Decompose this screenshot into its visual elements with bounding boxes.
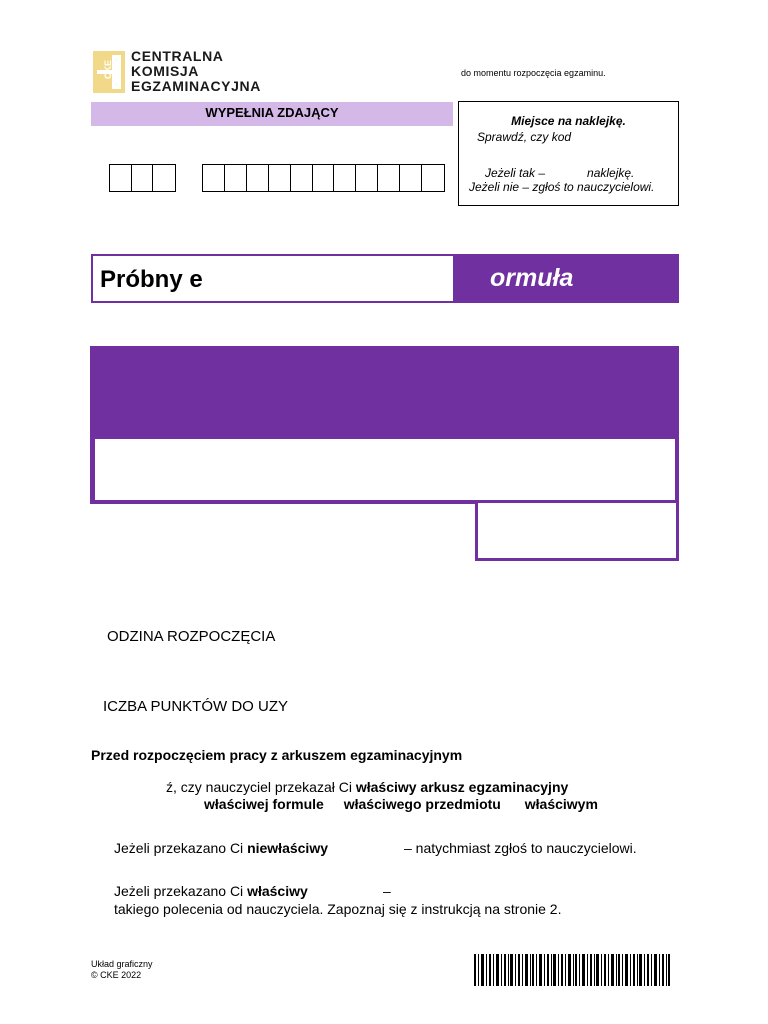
logo-mark-text: CKE — [103, 59, 113, 79]
pesel-box[interactable] — [291, 165, 313, 191]
exam-formula-box — [455, 254, 679, 303]
exam-formula: ormuła — [490, 264, 574, 292]
pesel-box[interactable] — [203, 165, 225, 191]
max-points-label: ICZBA PUNKTÓW DO UZY — [103, 698, 289, 715]
pesel-box[interactable] — [356, 165, 378, 191]
instruction-2-bold: niewłaściwy — [247, 840, 328, 856]
instruction-3 — [114, 883, 308, 899]
instruction-3-dash: – — [383, 883, 391, 899]
pesel-box[interactable] — [225, 165, 247, 191]
instruction-1-formula: właściwej formule — [204, 796, 324, 812]
fill-label-bar: WYPEŁNIA ZDAJĄCY — [91, 102, 453, 126]
pesel-box[interactable] — [334, 165, 356, 191]
code-box[interactable] — [110, 165, 132, 191]
pesel-box[interactable] — [247, 165, 269, 191]
barcode-image — [474, 954, 670, 986]
start-time-label: ODZINA ROZPOCZĘCIA — [107, 628, 276, 645]
instruction-3-line-2: takiego polecenia od nauczyciela. Zapoznaj się z instrukcją na stronie 2. — [114, 901, 562, 917]
instructions-heading: Przed rozpoczęciem pracy z arkuszem egzaminacyjnym — [91, 747, 463, 763]
footer-line-2: © CKE 2022 — [91, 970, 142, 980]
instruction-1-subject: właściwego przedmiotu — [343, 796, 501, 812]
instruction-1-bold: właściwy arkusz egzaminacyjny — [355, 779, 569, 795]
code-boxes[interactable] — [109, 164, 176, 192]
instruction-2 — [114, 840, 328, 856]
cke-logo-glyph — [93, 51, 125, 93]
sticker-if-no: Jeżeli nie – zgłoś to nauczycielowi. — [469, 180, 655, 194]
pesel-box[interactable] — [400, 165, 422, 191]
instruction-2-text: Jeżeli przekazano Ci — [114, 840, 248, 856]
logo-line-2: KOMISJA — [131, 63, 199, 79]
sticker-check: Sprawdź, czy kod — [477, 130, 572, 144]
sticker-if-yes-b: naklejkę. — [587, 166, 635, 180]
subject-info-box — [95, 439, 675, 500]
cke-logo-text — [131, 49, 261, 94]
pesel-box[interactable] — [313, 165, 335, 191]
footer-line-1: Układ graficzny — [91, 959, 153, 969]
pesel-box[interactable] — [422, 165, 444, 191]
instruction-1-line-1 — [166, 779, 568, 795]
exam-code-box — [475, 503, 679, 561]
cke-logo-mark — [93, 51, 125, 93]
exam-title-box — [91, 254, 455, 303]
code-box[interactable] — [153, 165, 175, 191]
exam-title: Próbny e — [100, 266, 203, 293]
pesel-box[interactable] — [378, 165, 400, 191]
instruction-1-level: właściwym — [524, 796, 598, 812]
sticker-if-yes — [485, 166, 634, 180]
code-box[interactable] — [132, 165, 154, 191]
logo-line-1: CENTRALNA — [131, 48, 224, 64]
sticker-title: Miejsce na naklejkę. — [511, 114, 626, 128]
logo-line-3: EGZAMINACYJNA — [131, 78, 261, 94]
instruction-2-end: – natychmiast zgłoś to nauczycielowi. — [404, 840, 637, 856]
instruction-1-text: ź, czy nauczyciel przekazał Ci — [166, 779, 356, 795]
instruction-1-line-2 — [204, 796, 598, 812]
sticker-box — [458, 101, 679, 206]
instruction-3-bold: właściwy — [247, 883, 308, 899]
pesel-boxes[interactable] — [202, 164, 445, 192]
top-note: do momentu rozpoczęcia egzaminu. — [461, 68, 606, 78]
sticker-if-yes-a: Jeżeli tak – — [485, 166, 546, 180]
footer-credits — [91, 959, 153, 981]
instruction-3-text: Jeżeli przekazano Ci — [114, 883, 248, 899]
pesel-box[interactable] — [269, 165, 291, 191]
